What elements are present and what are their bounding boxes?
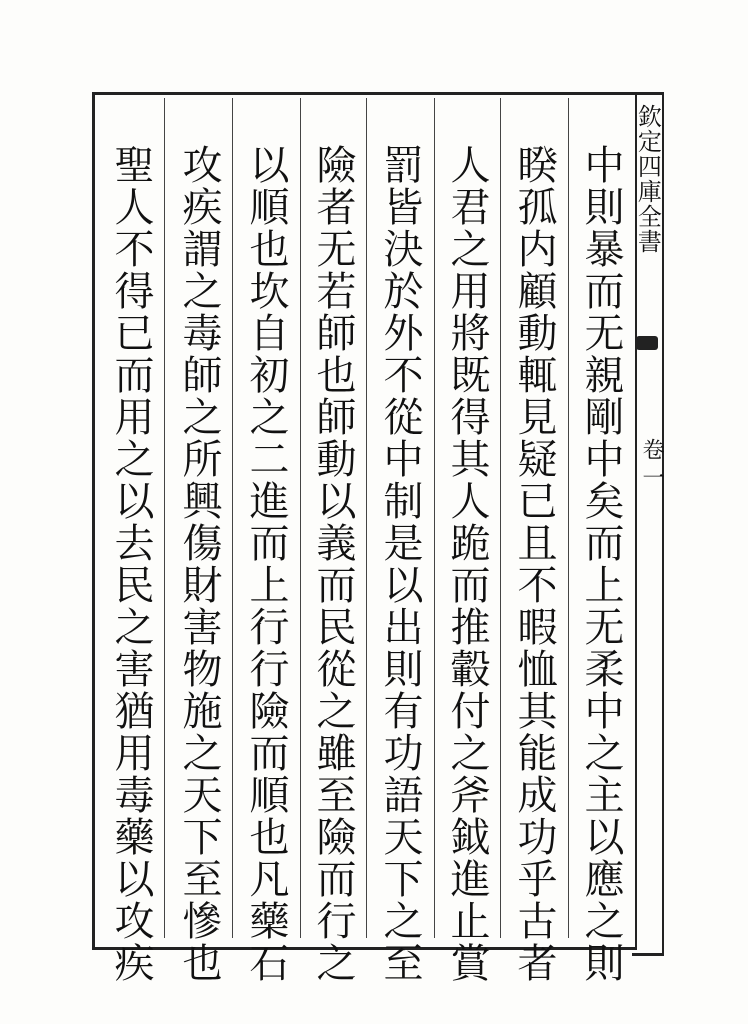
column-text: 險者无若師也師動以義而民從之雖至險而行之 — [310, 144, 356, 984]
fishtail-mark-icon — [636, 336, 658, 350]
column-text: 以順也坎自初之二進而上行行險而順也凡藥石 — [243, 144, 289, 984]
column-text: 人君之用將既得其人跪而推轂付之斧鉞進止賞 — [444, 144, 490, 984]
column-text: 中則暴而无親剛中矣而上无柔中之主以應之則 — [578, 144, 624, 984]
text-column — [367, 98, 433, 984]
column-text: 聖人不得已而用之以去民之害猶用毒藥以攻疾 — [108, 144, 154, 984]
text-column — [98, 98, 164, 984]
column-rule — [164, 98, 165, 938]
column-text: 罰皆決於外不從中制是以出則有功語天下之至 — [377, 144, 423, 984]
text-column — [233, 98, 299, 984]
text-column — [166, 98, 232, 984]
text-column — [568, 98, 634, 984]
text-column — [501, 98, 567, 984]
volume-label: 卷一 — [639, 438, 664, 494]
book-title: 欽定四庫全書 — [633, 104, 662, 254]
text-column — [300, 98, 366, 984]
column-text: 攻疾謂之毒師之所興傷財害物施之天下至慘也 — [176, 144, 222, 984]
column-text: 睽孤内顧動輒見疑已且不暇恤其能成功乎古者 — [511, 144, 557, 984]
text-column — [434, 98, 500, 984]
